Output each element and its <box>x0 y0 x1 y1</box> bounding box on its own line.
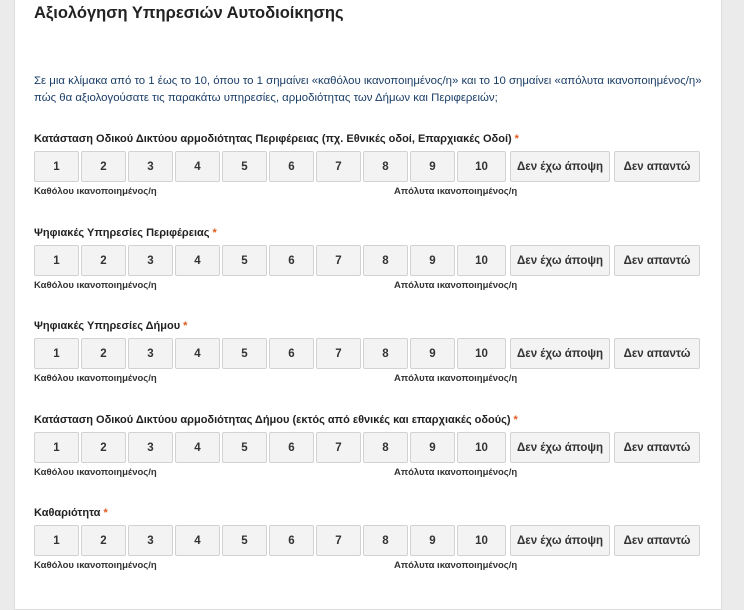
rating-option-2[interactable]: 2 <box>81 432 126 463</box>
rating-option-3[interactable]: 3 <box>128 151 173 182</box>
question-label-text: Ψηφιακές Υπηρεσίες Περιφέρειας <box>34 227 210 239</box>
rating-option-6[interactable]: 6 <box>269 245 314 276</box>
no-answer-option[interactable]: Δεν απαντώ <box>614 432 700 463</box>
rating-option-3[interactable]: 3 <box>128 432 173 463</box>
rating-option-7[interactable]: 7 <box>316 338 361 369</box>
question-label <box>34 133 519 145</box>
question-label-text: Ψηφιακές Υπηρεσίες Δήμου <box>34 320 181 332</box>
no-opinion-option[interactable]: Δεν έχω άποψη <box>510 525 610 556</box>
no-answer-option[interactable]: Δεν απαντώ <box>614 151 700 182</box>
rating-option-2[interactable]: 2 <box>81 151 126 182</box>
scale-low-hint: Καθόλου ικανοποιημένος/η <box>34 373 157 384</box>
rating-option-7[interactable]: 7 <box>316 151 361 182</box>
question-label-text: Κατάσταση Οδικού Δικτύου αρμοδιότητας Περιφέρειας (πχ. Εθνικές οδοί, Επαρχιακές Οδοί) <box>34 133 512 145</box>
rating-option-10[interactable]: 10 <box>457 432 506 463</box>
rating-option-10[interactable]: 10 <box>457 338 506 369</box>
rating-option-9[interactable]: 9 <box>410 151 455 182</box>
rating-option-6[interactable]: 6 <box>269 432 314 463</box>
rating-option-9[interactable]: 9 <box>410 338 455 369</box>
required-asterisk: * <box>183 320 188 332</box>
scale-low-hint: Καθόλου ικανοποιημένος/η <box>34 186 157 197</box>
scale-low-hint: Καθόλου ικανοποιημένος/η <box>34 280 157 291</box>
rating-option-5[interactable]: 5 <box>222 245 267 276</box>
rating-option-8[interactable]: 8 <box>363 151 408 182</box>
required-asterisk: * <box>103 507 108 519</box>
rating-scale <box>34 338 704 369</box>
rating-option-6[interactable]: 6 <box>269 151 314 182</box>
no-answer-option[interactable]: Δεν απαντώ <box>614 525 700 556</box>
rating-option-2[interactable]: 2 <box>81 245 126 276</box>
no-opinion-option[interactable]: Δεν έχω άποψη <box>510 338 610 369</box>
rating-option-2[interactable]: 2 <box>81 338 126 369</box>
rating-scale <box>34 245 704 276</box>
rating-option-5[interactable]: 5 <box>222 151 267 182</box>
scale-high-hint: Απόλυτα ικανοποιημένος/η <box>394 373 518 384</box>
question-label-text: Καθαριότητα <box>34 507 101 519</box>
rating-option-4[interactable]: 4 <box>175 245 220 276</box>
question-label <box>34 227 217 239</box>
scale-high-hint: Απόλυτα ικανοποιημένος/η <box>394 560 518 571</box>
rating-option-9[interactable]: 9 <box>410 525 455 556</box>
rating-option-9[interactable]: 9 <box>410 432 455 463</box>
rating-option-10[interactable]: 10 <box>457 245 506 276</box>
required-asterisk: * <box>212 227 217 239</box>
rating-option-6[interactable]: 6 <box>269 338 314 369</box>
rating-option-8[interactable]: 8 <box>363 432 408 463</box>
rating-option-9[interactable]: 9 <box>410 245 455 276</box>
rating-option-1[interactable]: 1 <box>34 338 79 369</box>
rating-option-5[interactable]: 5 <box>222 525 267 556</box>
rating-option-4[interactable]: 4 <box>175 151 220 182</box>
rating-option-10[interactable]: 10 <box>457 151 506 182</box>
rating-option-3[interactable]: 3 <box>128 525 173 556</box>
question-label <box>34 507 108 519</box>
scale-high-hint: Απόλυτα ικανοποιημένος/η <box>394 467 518 478</box>
rating-option-8[interactable]: 8 <box>363 525 408 556</box>
scale-high-hint: Απόλυτα ικανοποιημένος/η <box>394 280 518 291</box>
question-label <box>34 320 187 332</box>
form-title: Αξιολόγηση Υπηρεσιών Αυτοδιοίκησης <box>34 4 344 22</box>
scale-low-hint: Καθόλου ικανοποιημένος/η <box>34 560 157 571</box>
scale-high-hint: Απόλυτα ικανοποιημένος/η <box>394 186 518 197</box>
no-answer-option[interactable]: Δεν απαντώ <box>614 245 700 276</box>
required-asterisk: * <box>513 414 518 426</box>
rating-scale <box>34 151 704 182</box>
rating-option-1[interactable]: 1 <box>34 432 79 463</box>
rating-option-3[interactable]: 3 <box>128 245 173 276</box>
rating-option-2[interactable]: 2 <box>81 525 126 556</box>
rating-option-5[interactable]: 5 <box>222 432 267 463</box>
question-label-text: Κατάσταση Οδικού Δικτύου αρμοδιότητας Δήμου (εκτός από εθνικές και επαρχιακές οδούς) <box>34 414 511 426</box>
rating-option-8[interactable]: 8 <box>363 338 408 369</box>
rating-scale <box>34 525 704 556</box>
no-answer-option[interactable]: Δεν απαντώ <box>614 338 700 369</box>
rating-option-10[interactable]: 10 <box>457 525 506 556</box>
rating-option-7[interactable]: 7 <box>316 245 361 276</box>
rating-scale <box>34 432 704 463</box>
rating-option-7[interactable]: 7 <box>316 525 361 556</box>
rating-option-4[interactable]: 4 <box>175 432 220 463</box>
rating-option-8[interactable]: 8 <box>363 245 408 276</box>
rating-option-6[interactable]: 6 <box>269 525 314 556</box>
rating-option-1[interactable]: 1 <box>34 245 79 276</box>
rating-option-1[interactable]: 1 <box>34 151 79 182</box>
no-opinion-option[interactable]: Δεν έχω άποψη <box>510 245 610 276</box>
no-opinion-option[interactable]: Δεν έχω άποψη <box>510 151 610 182</box>
rating-option-4[interactable]: 4 <box>175 525 220 556</box>
question-label <box>34 414 518 426</box>
rating-option-5[interactable]: 5 <box>222 338 267 369</box>
form-intro: Σε μια κλίμακα από το 1 έως το 10, όπου το 1 σημαίνει «καθόλου ικανοποιημένος/η» και το 10 σημαίνει «απόλυτα ικανοποιημένος/η» πώς θα αξιολογούσατε τις παρακάτω υπηρεσίες, αρμοδιότητας των Δήμων και Περιφερειών; <box>34 75 702 104</box>
rating-option-3[interactable]: 3 <box>128 338 173 369</box>
rating-option-1[interactable]: 1 <box>34 525 79 556</box>
required-asterisk: * <box>514 133 519 145</box>
rating-option-7[interactable]: 7 <box>316 432 361 463</box>
no-opinion-option[interactable]: Δεν έχω άποψη <box>510 432 610 463</box>
scale-low-hint: Καθόλου ικανοποιημένος/η <box>34 467 157 478</box>
rating-option-4[interactable]: 4 <box>175 338 220 369</box>
